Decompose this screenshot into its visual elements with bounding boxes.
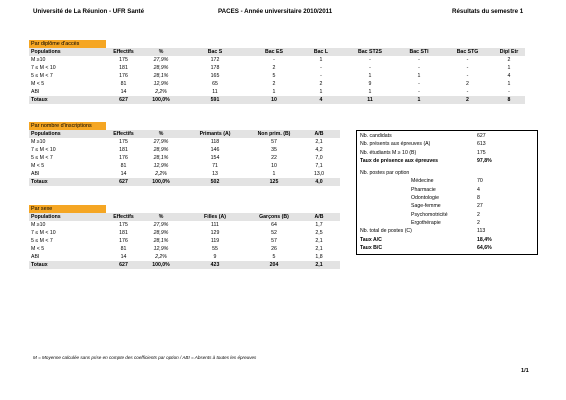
table-cell: 28,9% (153, 65, 169, 71)
column-header: Primants (A) (180, 130, 250, 138)
table-cell: 1 (319, 57, 323, 63)
table-cell: 125 (250, 178, 298, 186)
table-row (29, 64, 525, 72)
table-cell: 13,0 (313, 171, 325, 177)
table-cell: - (369, 65, 371, 71)
column-header: Bac ST2S (344, 48, 396, 56)
stat-presents (357, 140, 537, 148)
table-cell: 1 (368, 73, 372, 79)
table-cell: 2,5 (315, 230, 323, 236)
table-cell: - (466, 65, 469, 71)
table-header-row (29, 130, 340, 138)
table-cell: 71 (212, 163, 218, 169)
table-cell: 14 (120, 254, 127, 260)
table-row (29, 253, 340, 261)
table-cell: 5 (272, 254, 276, 260)
option-name: Ergothérapie (411, 219, 441, 226)
column-header: Populations (29, 213, 105, 221)
table-cell: 11 (212, 89, 218, 95)
column-header: Effectifs (105, 130, 142, 138)
table-cell: - (418, 57, 420, 63)
table-cell: 22 (271, 155, 277, 161)
column-header: % (142, 48, 180, 56)
table-cell: - (320, 65, 322, 71)
row-label: M ≥10 (31, 139, 46, 145)
stat-value: 175 (477, 149, 486, 156)
stat-taux-presence (357, 157, 537, 165)
table-cell: - (273, 57, 275, 63)
table-cell: 1 (507, 81, 511, 87)
column-header: A/B (298, 213, 340, 221)
option-row (357, 186, 537, 194)
column-header: Effectifs (105, 48, 142, 56)
option-row (357, 219, 537, 227)
table-cell: 129 (210, 230, 220, 236)
table-cell: 178 (210, 65, 220, 71)
table-cell: 176 (119, 155, 128, 161)
table-cell: 627 (105, 261, 142, 269)
table-cell: - (369, 57, 371, 63)
option-value: 70 (477, 178, 483, 185)
table-cell: 165 (210, 73, 220, 79)
row-label: Totaux (29, 261, 105, 269)
option-name: Pharmacie (411, 186, 436, 193)
table-row (29, 72, 525, 80)
table-cell: 181 (119, 65, 128, 71)
option-name: Odontologie (411, 195, 439, 202)
stat-label: Taux A/C (360, 236, 382, 243)
table-cell: 64 (271, 222, 277, 228)
table-cell: 2 (466, 81, 469, 87)
table-cell: 181 (119, 230, 128, 236)
table-cell: 12,9% (153, 81, 169, 87)
table-cell: 176 (119, 238, 128, 244)
table-cell: 8 (493, 96, 525, 104)
table-row (29, 88, 525, 96)
stat-value: 97,8% (477, 157, 492, 164)
stat-postes-heading (357, 169, 537, 177)
stat-label: Nb. présents aux épreuves (A) (360, 141, 431, 148)
table-cell: 57 (271, 238, 277, 244)
table-cell: 204 (250, 261, 298, 269)
option-row (357, 211, 537, 219)
column-header: Populations (29, 130, 105, 138)
table-cell: 28,9% (153, 230, 169, 236)
option-name: Médecine (411, 178, 434, 185)
stat-label: Taux de présence aux épreuves (360, 157, 439, 164)
row-label: M ≥10 (31, 222, 46, 228)
table-cell: 27,9% (153, 57, 169, 63)
table-cell: 4,0 (298, 178, 340, 186)
column-header: Bac STI (396, 48, 442, 56)
column-header: Non prim. (B) (250, 130, 298, 138)
table-cell: 4,2 (315, 147, 323, 153)
table-cell: 111 (211, 222, 219, 228)
column-header: Effectifs (105, 213, 142, 221)
column-header: Populations (29, 48, 105, 56)
table-row (29, 80, 525, 88)
table-cell: 2 (507, 57, 511, 63)
table-cell: 1 (272, 89, 276, 95)
stat-taux-ac (357, 236, 537, 244)
table-cell: 13 (212, 171, 218, 177)
row-label: 5 ≤ M < 7 (31, 73, 53, 79)
section-title-sexe: Par sexe (29, 205, 106, 213)
semester-header: Résultats du semestre 1 (452, 8, 524, 15)
row-label: M < 5 (31, 81, 45, 87)
table-cell: 627 (105, 96, 142, 104)
table-header-row (29, 213, 340, 221)
stat-value: 627 (477, 133, 486, 139)
table-cell: 591 (180, 96, 250, 104)
table-cell: 423 (180, 261, 250, 269)
row-label: ABI (31, 89, 40, 95)
table-cell: 1 (396, 96, 442, 104)
row-label: 7 ≤ M < 10 (31, 65, 56, 71)
table-cell: 2,1 (315, 238, 323, 244)
table-cell: 10 (250, 96, 298, 104)
table-cell: 27,9% (153, 139, 169, 145)
option-value: 4 (477, 186, 480, 193)
table-row (29, 56, 525, 64)
table-cell: - (466, 57, 469, 63)
table-cell: 1 (368, 89, 372, 95)
diplome-table (29, 48, 525, 104)
table-row (29, 138, 340, 146)
table-cell: 2,2% (155, 254, 167, 260)
table-cell: 181 (119, 147, 128, 153)
table-cell: 2 (442, 96, 493, 104)
table-cell: 176 (119, 73, 128, 79)
table-cell: 55 (212, 246, 218, 252)
table-cell: 28,1% (153, 155, 169, 161)
table-cell: 57 (271, 139, 277, 145)
table-cell: 175 (119, 139, 128, 145)
table-cell: - (466, 89, 469, 95)
table-cell: 172 (210, 57, 220, 63)
stat-total-postes (357, 227, 537, 235)
table-cell: 175 (119, 222, 128, 228)
stat-value: 613 (477, 141, 486, 148)
section-title-diplome: Par diplôme d'accès (29, 40, 106, 48)
row-label: 5 ≤ M < 7 (31, 155, 53, 161)
table-cell: 119 (210, 238, 220, 244)
table-cell: 2,1 (315, 139, 323, 145)
column-header: Dipl Etr (493, 48, 525, 56)
stat-value: 113 (477, 228, 486, 235)
table-cell: 35 (271, 147, 277, 153)
table-row (29, 229, 340, 237)
section-title-inscriptions: Par nombre d'inscriptions (29, 122, 106, 130)
table-row (29, 237, 340, 245)
table-cell: 1,7 (315, 222, 323, 228)
footnote: M = Moyenne calculée sans prise en compte des coefficients par option / ABI = Absents à toutes les épreuves (33, 355, 257, 360)
total-row (29, 96, 525, 104)
table-cell: 14 (120, 89, 127, 95)
table-row (29, 146, 340, 154)
table-cell: 10 (271, 163, 277, 169)
table-row (29, 245, 340, 253)
table-cell: 100,0% (142, 261, 180, 269)
stat-label: Nb. candidats (360, 133, 392, 139)
table-cell: 12,9% (153, 163, 169, 169)
table-cell: 81 (120, 163, 127, 169)
table-cell: 2 (319, 81, 323, 87)
table-cell: 81 (120, 246, 127, 252)
table-cell: 27,9% (153, 222, 169, 228)
university-header: Université de La Réunion - UFR Santé (33, 8, 145, 15)
row-label: ABI (31, 254, 40, 260)
column-header: Garçons (B) (250, 213, 298, 221)
table-cell: 2,1 (298, 261, 340, 269)
table-header-row (29, 48, 525, 56)
column-header: % (142, 130, 180, 138)
table-cell: 1 (417, 73, 421, 79)
column-header: Bac STG (442, 48, 493, 56)
table-cell: 14 (120, 171, 127, 177)
column-header: Bac L (298, 48, 344, 56)
table-cell: 12,9% (153, 246, 169, 252)
option-name: Psychomotricité (411, 211, 448, 218)
row-label: Totaux (29, 96, 105, 104)
option-row (357, 194, 537, 202)
row-label: M ≥10 (31, 57, 46, 63)
option-row (357, 177, 537, 185)
options-list (357, 177, 537, 227)
row-label: 7 ≤ M < 10 (31, 147, 56, 153)
table-cell: 9 (368, 81, 372, 87)
table-cell: 146 (210, 147, 220, 153)
table-row (29, 221, 340, 229)
row-label: Totaux (29, 178, 105, 186)
row-label: M < 5 (31, 163, 45, 169)
table-cell: 2,2% (155, 89, 167, 95)
table-cell: 2,2% (155, 171, 167, 177)
row-label: 5 ≤ M < 7 (31, 238, 53, 244)
table-cell: 4 (507, 73, 511, 79)
table-cell: 1 (319, 89, 323, 95)
table-cell: 175 (119, 57, 128, 63)
table-cell: 65 (212, 81, 218, 87)
table-row (29, 162, 340, 170)
column-header: A/B (298, 130, 340, 138)
table-cell: - (418, 65, 420, 71)
option-value: 2 (477, 219, 480, 226)
table-cell: 28,1% (153, 73, 169, 79)
table-cell: - (320, 73, 322, 79)
stat-candidats (357, 132, 537, 140)
table-cell: 627 (105, 178, 142, 186)
table-cell: 7,0 (315, 155, 323, 161)
table-cell: 1 (272, 171, 276, 177)
table-cell: 100,0% (142, 96, 180, 104)
stat-taux-bc (357, 244, 537, 252)
total-row (29, 178, 340, 186)
column-header: Bac S (180, 48, 250, 56)
table-cell: 1,8 (315, 254, 323, 260)
option-name: Sage-femme (411, 203, 441, 210)
page-number: 1/1 (521, 368, 529, 374)
column-header: Filles (A) (180, 213, 250, 221)
sexe-table (29, 213, 340, 269)
table-cell: 7,1 (315, 163, 323, 169)
option-value: 27 (477, 203, 483, 210)
table-row (29, 170, 340, 178)
row-label: M < 5 (31, 246, 45, 252)
table-cell: 2 (272, 81, 276, 87)
option-value: 2 (477, 211, 480, 218)
table-cell: 9 (213, 254, 217, 260)
row-label: ABI (31, 171, 40, 177)
table-cell: 5 (272, 73, 276, 79)
table-cell: 502 (180, 178, 250, 186)
table-cell: 28,9% (153, 147, 169, 153)
table-cell: 100,0% (142, 178, 180, 186)
column-header: % (142, 213, 180, 221)
table-cell: 2 (272, 65, 276, 71)
table-cell: - (508, 89, 510, 95)
summary-stats-box (356, 130, 538, 255)
table-cell: 1 (507, 65, 511, 71)
table-cell: 2,1 (315, 246, 323, 252)
table-cell: 81 (120, 81, 127, 87)
table-cell: 52 (271, 230, 277, 236)
column-header: Bac ES (250, 48, 298, 56)
inscriptions-table (29, 130, 340, 186)
stat-value: 64,6% (477, 244, 492, 251)
table-cell: 28,1% (153, 238, 169, 244)
stat-label: Nb. étudiants M ≥ 10 (B) (360, 149, 417, 156)
table-row (29, 154, 340, 162)
year-header: PACES - Année universitaire 2010/2011 (218, 8, 333, 15)
table-cell: - (418, 81, 420, 87)
stat-label: Nb. total de postes (C) (360, 228, 412, 235)
total-row (29, 261, 340, 269)
table-cell: 11 (344, 96, 396, 104)
stat-label: Taux B/C (360, 244, 383, 251)
table-cell: - (418, 89, 420, 95)
table-cell: 118 (210, 139, 220, 145)
stat-label: Nb. postes par option (360, 170, 410, 177)
row-label: 7 ≤ M < 10 (31, 230, 56, 236)
stat-etudiants (357, 149, 537, 157)
option-row (357, 202, 537, 210)
stat-value: 18,4% (477, 236, 492, 243)
option-value: 8 (477, 195, 480, 202)
table-cell: 154 (210, 155, 220, 161)
table-cell: 26 (271, 246, 277, 252)
table-cell: - (466, 73, 469, 79)
table-cell: 4 (298, 96, 344, 104)
